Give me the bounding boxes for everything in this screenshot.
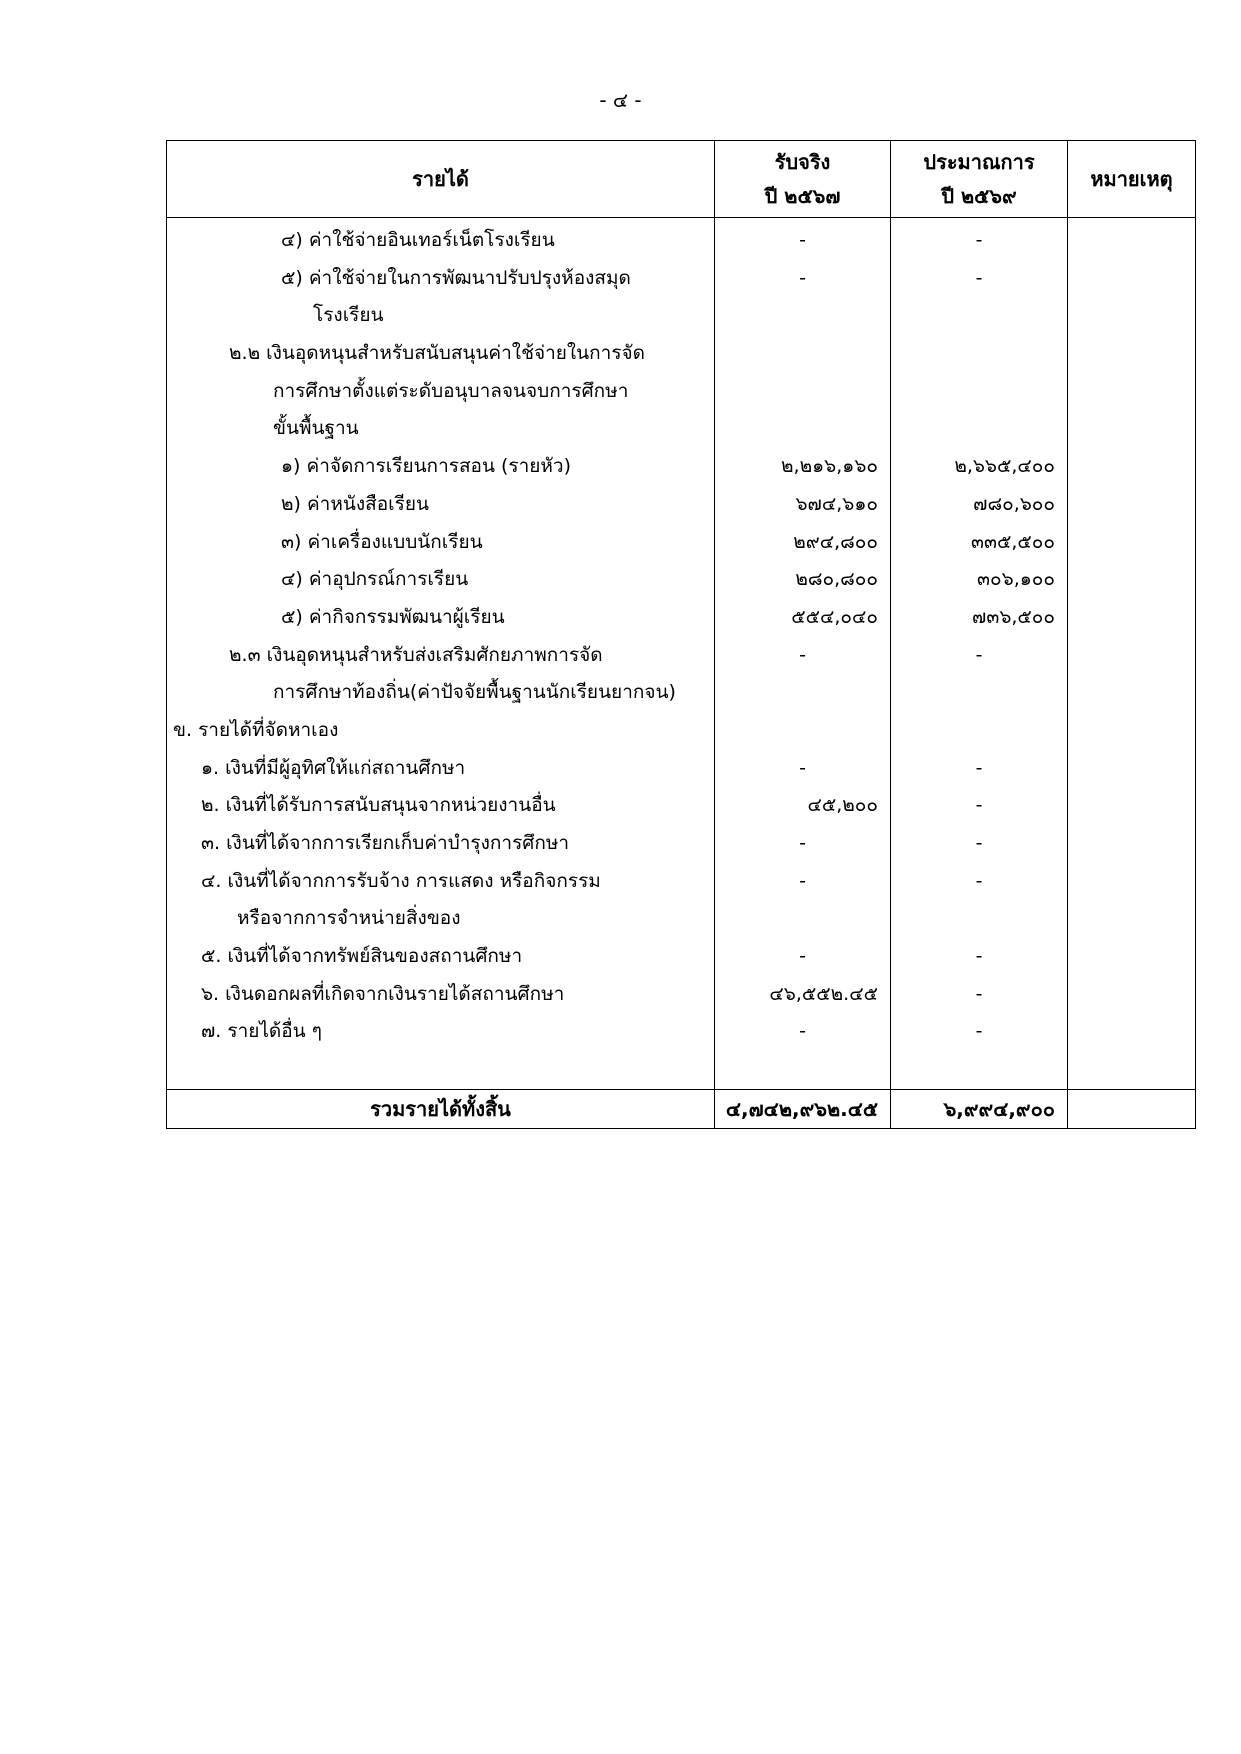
actual-value: ๖๗๔,๖๑๐ <box>795 492 878 515</box>
actual-value: ๕๕๔,๐๔๐ <box>791 605 878 628</box>
row-desc: ๕) ค่ากิจกรรมพัฒนาผู้เรียน <box>281 605 505 628</box>
header-income-label: รายได้ <box>412 167 469 191</box>
actual-value: ๒๘๐,๘๐๐ <box>795 568 878 591</box>
total-label: รวมรายได้ทั้งสิ้น <box>167 1089 715 1128</box>
actual-value: - <box>799 832 806 854</box>
table-body <box>167 218 1196 1090</box>
remarks-column <box>1068 218 1196 1090</box>
table-header-row <box>167 141 1196 218</box>
actual-value: ๒๙๔,๘๐๐ <box>793 530 878 553</box>
estimate-value: ๓๓๕,๕๐๐ <box>971 530 1055 553</box>
header-actual-line1: รับจริง <box>774 150 831 174</box>
estimate-value: - <box>975 869 983 892</box>
row-desc: ๒.๓ เงินอุดหนุนสำหรับส่งเสริมศักยภาพการจัด <box>229 643 603 666</box>
row-desc: ๕) ค่าใช้จ่ายในการพัฒนาปรับปรุงห้องสมุด <box>281 266 631 289</box>
row-desc: ๕. เงินที่ได้จากทรัพย์สินของสถานศึกษา <box>201 945 523 968</box>
page-number: - ๔ - <box>599 88 642 112</box>
actual-value: - <box>799 756 806 779</box>
estimate-value: - <box>975 229 983 251</box>
income-table <box>166 140 1196 1129</box>
header-estimate-line1: ประมาณการ <box>923 150 1035 174</box>
description-column <box>167 218 715 1090</box>
estimate-value: - <box>975 756 983 779</box>
blank-row <box>173 1051 708 1089</box>
estimate-value: - <box>975 945 983 968</box>
estimate-value: - <box>975 982 983 1005</box>
estimate-value: ๗๘๐,๖๐๐ <box>973 492 1055 515</box>
row-desc: โรงเรียน <box>313 304 384 327</box>
header-estimate-line2: ปี ๒๕๖๙ <box>941 184 1017 208</box>
row-desc: ๓. เงินที่ได้จากการเรียกเก็บค่าบำรุงการศึกษา <box>201 832 570 854</box>
estimate-value: - <box>975 832 983 854</box>
row-desc: ๔) ค่าใช้จ่ายอินเทอร์เน็ตโรงเรียน <box>281 229 555 251</box>
actual-value: - <box>799 643 806 666</box>
row-desc: การศึกษาตั้งแต่ระดับอนุบาลจนจบการศึกษา <box>273 379 629 402</box>
header-income <box>167 141 715 218</box>
actual-value: - <box>799 266 806 289</box>
estimate-value: - <box>975 794 983 817</box>
row-desc: หรือจากการจำหน่ายสิ่งของ <box>237 907 461 930</box>
row-desc: ๔. เงินที่ได้จากการรับจ้าง การแสดง หรือกิจกรรม <box>201 869 601 892</box>
header-remarks <box>1068 141 1196 218</box>
actual-column <box>715 218 891 1090</box>
total-row <box>167 1089 1196 1128</box>
row-desc: ๖. เงินดอกผลที่เกิดจากเงินรายได้สถานศึกษา <box>201 982 565 1005</box>
header-estimate <box>891 141 1068 218</box>
estimate-value: ๗๓๖,๕๐๐ <box>972 605 1055 628</box>
total-estimate: ๖,๙๙๔,๙๐๐ <box>891 1089 1068 1128</box>
actual-value: - <box>799 1020 806 1043</box>
estimate-column <box>891 218 1068 1090</box>
row-desc: ๓) ค่าเครื่องแบบนักเรียน <box>281 530 483 553</box>
estimate-value: - <box>975 266 983 289</box>
estimate-value: ๓๐๖,๑๐๐ <box>977 568 1055 591</box>
estimate-value: - <box>975 1020 983 1043</box>
estimate-value: - <box>975 643 983 666</box>
row-desc: ๒) ค่าหนังสือเรียน <box>281 492 429 515</box>
row-desc: ๗. รายได้อื่น ๆ <box>201 1020 322 1043</box>
estimate-value: ๒,๖๖๕,๔๐๐ <box>954 455 1055 478</box>
row-desc: ๑) ค่าจัดการเรียนการสอน (รายหัว) <box>281 455 572 478</box>
actual-value: ๒,๒๑๖,๑๖๐ <box>781 455 878 478</box>
actual-value: ๔๕,๒๐๐ <box>807 794 878 817</box>
actual-value: - <box>799 869 806 892</box>
actual-value: - <box>799 945 806 968</box>
total-remarks <box>1068 1089 1196 1128</box>
row-desc: ๔) ค่าอุปกรณ์การเรียน <box>281 568 469 591</box>
row-desc: ขั้นพื้นฐาน <box>273 417 359 440</box>
row-desc: การศึกษาท้องถิ่น(ค่าปัจจัยพื้นฐานนักเรียนยากจน) <box>273 681 676 704</box>
header-actual <box>715 141 891 218</box>
header-remarks-label: หมายเหตุ <box>1090 167 1173 191</box>
row-desc: ๑. เงินที่มีผู้อุทิศให้แก่สถานศึกษา <box>201 756 466 779</box>
actual-value: ๔๖,๕๕๒.๔๕ <box>769 982 878 1005</box>
actual-value: - <box>799 229 806 251</box>
total-actual: ๔,๗๔๒,๙๖๒.๔๕ <box>715 1089 891 1128</box>
header-actual-line2: ปี ๒๕๖๗ <box>764 184 841 208</box>
row-desc: ข. รายได้ที่จัดหาเอง <box>173 718 339 741</box>
row-desc: ๒. เงินที่ได้รับการสนับสนุนจากหน่วยงานอื่น <box>201 794 556 817</box>
row-desc: ๒.๒ เงินอุดหนุนสำหรับสนับสนุนค่าใช้จ่ายในการจัด <box>229 342 646 365</box>
